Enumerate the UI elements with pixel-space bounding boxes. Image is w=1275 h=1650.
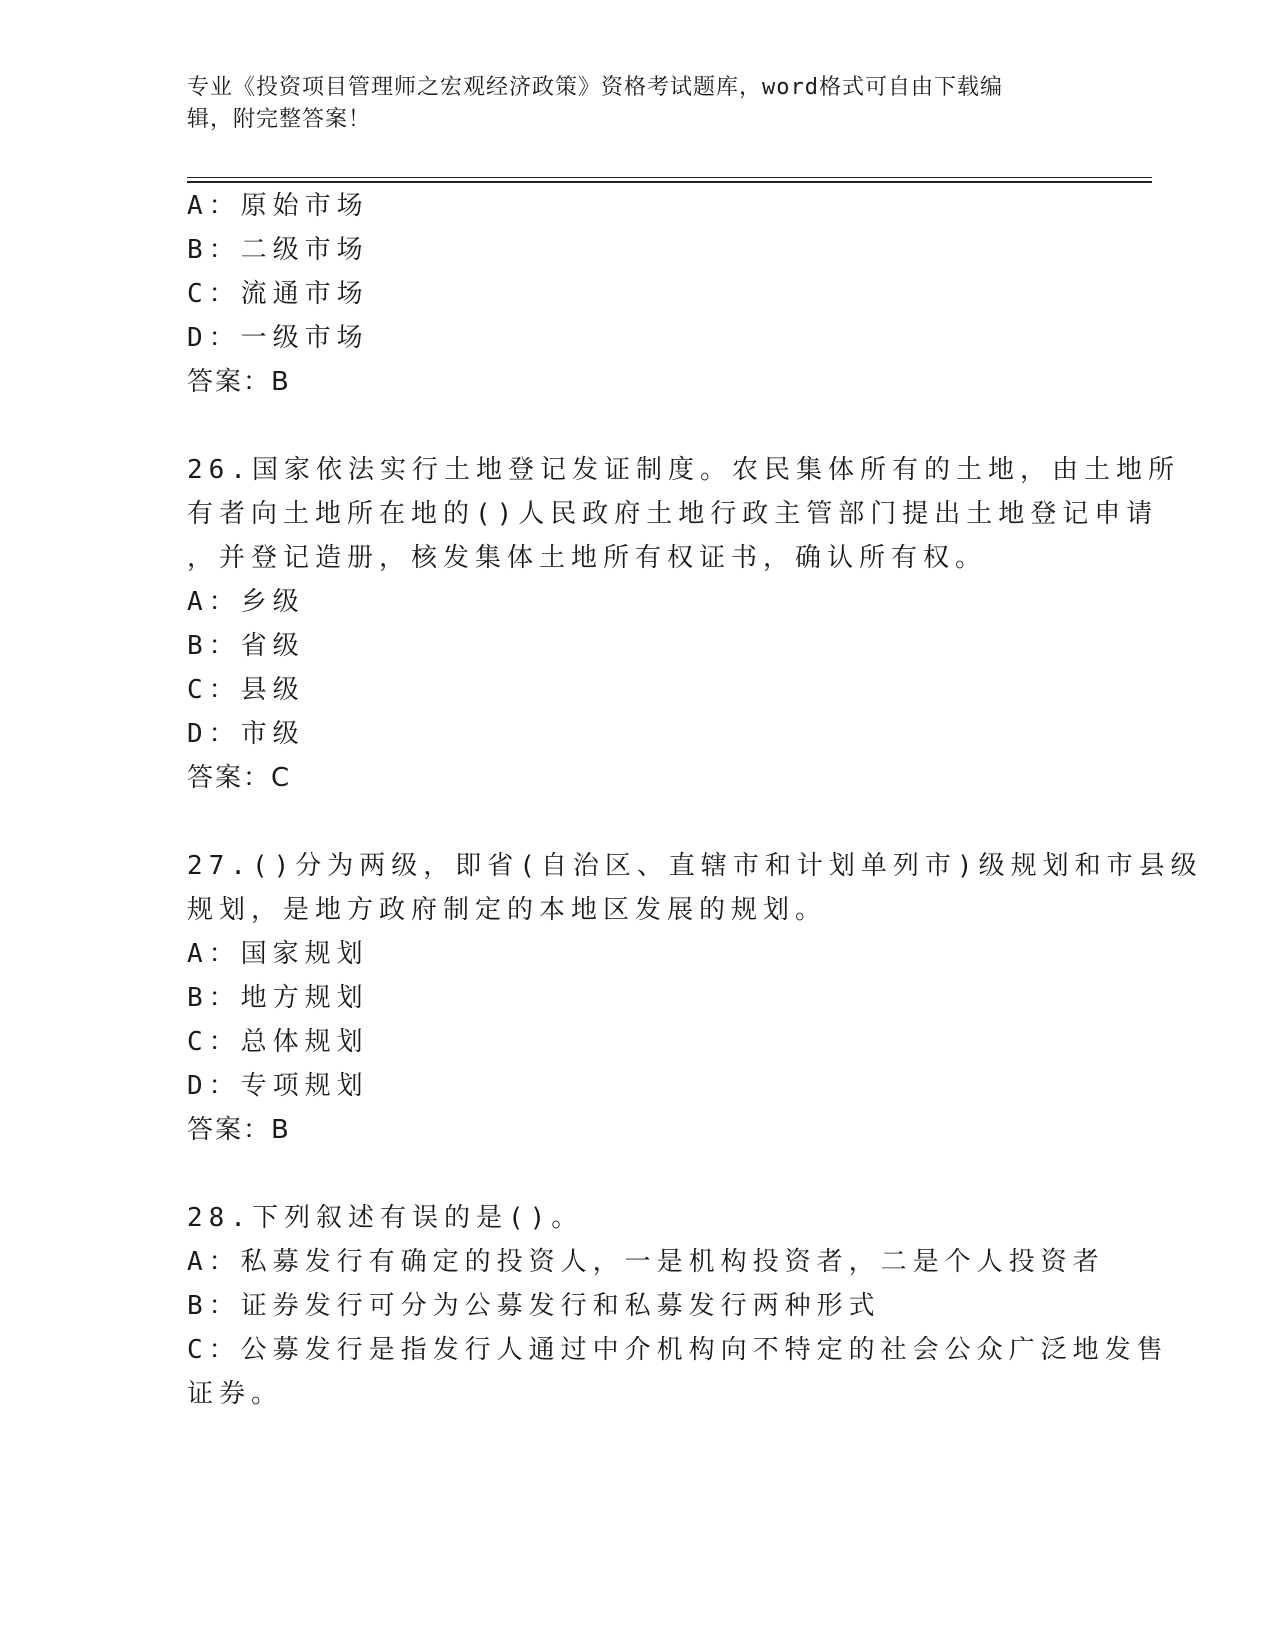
- header-line-1: 专业《投资项目管理师之宏观经济政策》资格考试题库，word格式可自由下载编: [187, 75, 1003, 100]
- q25-answer: 答案：B: [187, 367, 291, 397]
- q27-option-d: D：专项规划: [187, 1071, 369, 1101]
- q27-option-a: A：国家规划: [187, 939, 369, 969]
- header-line-2: 辑，附完整答案！: [187, 107, 372, 132]
- header-divider-thin: [187, 177, 1152, 178]
- q25-option-a: A：原始市场: [187, 191, 369, 221]
- q28-option-c-continued: 证券。: [187, 1379, 284, 1409]
- q26-stem-line-1: 26.国家依法实行土地登记发证制度。农民集体所有的土地，由土地所: [187, 455, 1180, 485]
- q26-stem-line-2: 有者向土地所在地的()人民政府土地行政主管部门提出土地登记申请: [187, 499, 1159, 529]
- q26-option-b: B：省级: [187, 631, 305, 661]
- q26-option-c: C：县级: [187, 675, 305, 705]
- q27-stem-line-1: 27.()分为两级，即省(自治区、直辖市和计划单列市)级规划和市县级: [187, 851, 1203, 881]
- header-divider-thick: [187, 181, 1152, 183]
- q26-stem-line-3: ，并登记造册，核发集体土地所有权证书，确认所有权。: [187, 543, 988, 573]
- q28-option-b: B：证券发行可分为公募发行和私募发行两种形式: [187, 1291, 881, 1321]
- q27-option-b: B：地方规划: [187, 983, 369, 1013]
- q25-option-b: B：二级市场: [187, 235, 369, 265]
- q27-answer: 答案：B: [187, 1115, 291, 1145]
- q28-option-a: A：私募发行有确定的投资人，一是机构投资者，二是个人投资者: [187, 1247, 1105, 1277]
- q28-stem-line-1: 28.下列叙述有误的是()。: [187, 1203, 584, 1233]
- q26-answer: 答案：C: [187, 763, 292, 793]
- q27-option-c: C：总体规划: [187, 1027, 369, 1057]
- q27-stem-line-2: 规划，是地方政府制定的本地区发展的规划。: [187, 895, 828, 925]
- document-header: [187, 72, 1067, 136]
- q25-option-c: C：流通市场: [187, 279, 369, 309]
- q28-option-c: C：公募发行是指发行人通过中介机构向不特定的社会公众广泛地发售: [187, 1335, 1169, 1365]
- q26-option-a: A：乡级: [187, 587, 305, 617]
- q25-option-d: D：一级市场: [187, 323, 369, 353]
- q26-option-d: D：市级: [187, 719, 305, 749]
